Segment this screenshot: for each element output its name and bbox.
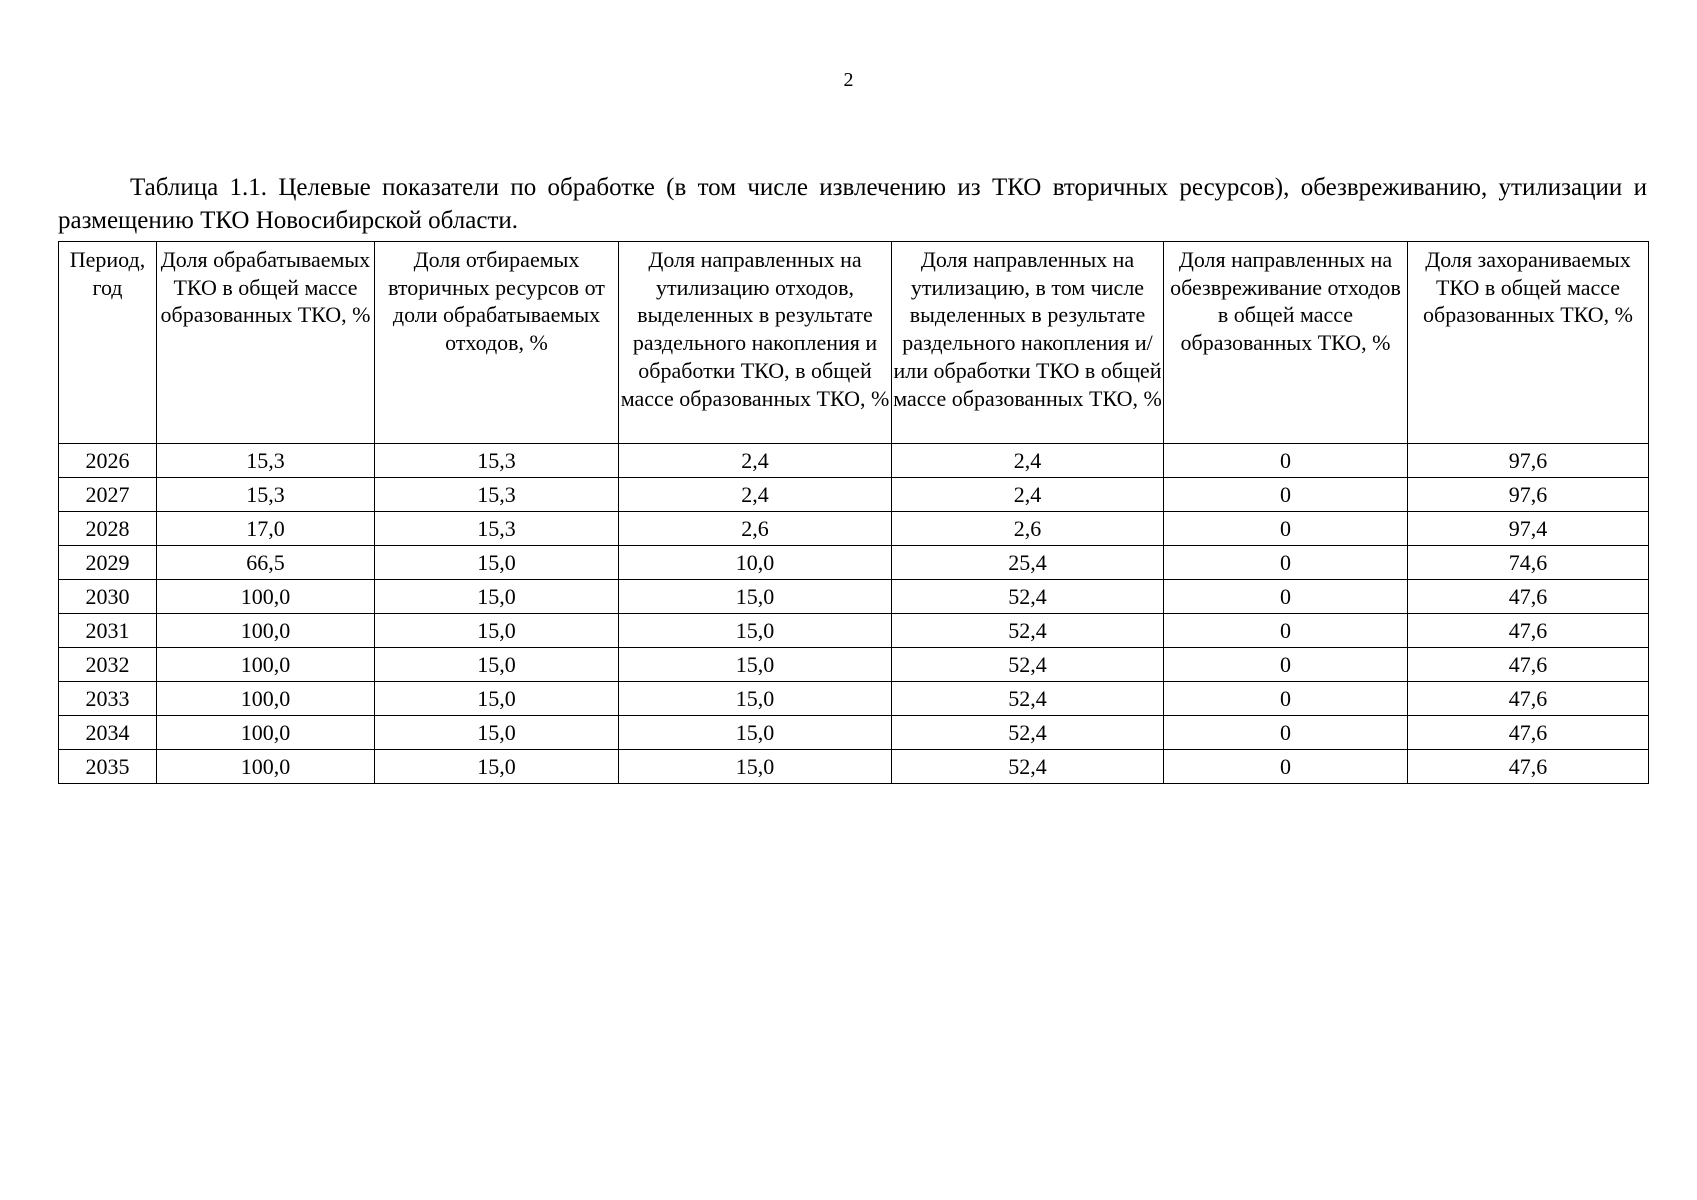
cell-landfill-share: 97,6 [1408, 444, 1649, 478]
cell-processed-share: 100,0 [157, 648, 375, 682]
cell-neutralization-share: 0 [1164, 546, 1408, 580]
cell-processed-share: 15,3 [157, 478, 375, 512]
header-period: Период, год [59, 242, 157, 444]
cell-secondary-resources-share: 15,0 [375, 648, 619, 682]
cell-landfill-share: 97,4 [1408, 512, 1649, 546]
cell-secondary-resources-share: 15,3 [375, 512, 619, 546]
header-total-utilization-share: Доля направленных на утилизацию, в том числе выделенных в результате раздельного накопления и/или обработки ТКО в общей массе образованных ТКО, % [892, 242, 1164, 444]
table-header [59, 242, 1649, 444]
header-secondary-resources-share: Доля отбираемых вторичных ресурсов от доли обрабатываемых отходов, % [375, 242, 619, 444]
table-row [59, 750, 1649, 784]
cell-landfill-share: 47,6 [1408, 580, 1649, 614]
table-row [59, 716, 1649, 750]
header-neutralization-share: Доля направленных на обезвреживание отходов в общей массе образованных ТКО, % [1164, 242, 1408, 444]
cell-period: 2031 [59, 614, 157, 648]
cell-total-utilization-share: 52,4 [892, 580, 1164, 614]
cell-neutralization-share: 0 [1164, 682, 1408, 716]
cell-secondary-resources-share: 15,0 [375, 682, 619, 716]
page-number: 2 [843, 69, 854, 91]
cell-landfill-share: 74,6 [1408, 546, 1649, 580]
cell-total-utilization-share: 52,4 [892, 750, 1164, 784]
cell-processed-share: 100,0 [157, 614, 375, 648]
cell-separate-collection-utilization-share: 15,0 [619, 614, 892, 648]
cell-secondary-resources-share: 15,0 [375, 580, 619, 614]
cell-separate-collection-utilization-share: 15,0 [619, 750, 892, 784]
cell-separate-collection-utilization-share: 2,4 [619, 444, 892, 478]
cell-secondary-resources-share: 15,3 [375, 444, 619, 478]
cell-processed-share: 100,0 [157, 580, 375, 614]
cell-period: 2028 [59, 512, 157, 546]
cell-period: 2034 [59, 716, 157, 750]
header-processed-share: Доля обрабатываемых ТКО в общей массе образованных ТКО, % [157, 242, 375, 444]
cell-total-utilization-share: 2,4 [892, 444, 1164, 478]
header-separate-collection-utilization-share: Доля направленных на утилизацию отходов, выделенных в результате раздельного накопления и обработки ТКО, в общей массе образованных ТКО, % [619, 242, 892, 444]
table-row [59, 580, 1649, 614]
cell-period: 2027 [59, 478, 157, 512]
table-row [59, 546, 1649, 580]
cell-processed-share: 100,0 [157, 682, 375, 716]
cell-total-utilization-share: 52,4 [892, 682, 1164, 716]
table-row [59, 444, 1649, 478]
cell-neutralization-share: 0 [1164, 580, 1408, 614]
cell-total-utilization-share: 2,4 [892, 478, 1164, 512]
cell-total-utilization-share: 2,6 [892, 512, 1164, 546]
cell-secondary-resources-share: 15,3 [375, 478, 619, 512]
targets-table [58, 241, 1649, 784]
cell-separate-collection-utilization-share: 15,0 [619, 580, 892, 614]
cell-total-utilization-share: 52,4 [892, 614, 1164, 648]
cell-processed-share: 17,0 [157, 512, 375, 546]
cell-neutralization-share: 0 [1164, 716, 1408, 750]
cell-period: 2035 [59, 750, 157, 784]
cell-secondary-resources-share: 15,0 [375, 750, 619, 784]
cell-neutralization-share: 0 [1164, 648, 1408, 682]
cell-separate-collection-utilization-share: 15,0 [619, 682, 892, 716]
cell-period: 2032 [59, 648, 157, 682]
cell-separate-collection-utilization-share: 15,0 [619, 648, 892, 682]
header-landfill-share: Доля захораниваемых ТКО в общей массе образованных ТКО, % [1408, 242, 1649, 444]
cell-total-utilization-share: 52,4 [892, 648, 1164, 682]
cell-secondary-resources-share: 15,0 [375, 614, 619, 648]
cell-period: 2026 [59, 444, 157, 478]
cell-neutralization-share: 0 [1164, 750, 1408, 784]
cell-neutralization-share: 0 [1164, 614, 1408, 648]
cell-landfill-share: 47,6 [1408, 614, 1649, 648]
table-row [59, 512, 1649, 546]
cell-landfill-share: 47,6 [1408, 648, 1649, 682]
table-row [59, 614, 1649, 648]
cell-neutralization-share: 0 [1164, 478, 1408, 512]
cell-separate-collection-utilization-share: 10,0 [619, 546, 892, 580]
cell-separate-collection-utilization-share: 2,4 [619, 478, 892, 512]
cell-neutralization-share: 0 [1164, 444, 1408, 478]
cell-total-utilization-share: 52,4 [892, 716, 1164, 750]
cell-period: 2030 [59, 580, 157, 614]
cell-neutralization-share: 0 [1164, 512, 1408, 546]
cell-landfill-share: 47,6 [1408, 750, 1649, 784]
cell-processed-share: 100,0 [157, 716, 375, 750]
cell-landfill-share: 47,6 [1408, 716, 1649, 750]
cell-secondary-resources-share: 15,0 [375, 716, 619, 750]
cell-separate-collection-utilization-share: 15,0 [619, 716, 892, 750]
cell-separate-collection-utilization-share: 2,6 [619, 512, 892, 546]
cell-total-utilization-share: 25,4 [892, 546, 1164, 580]
cell-processed-share: 66,5 [157, 546, 375, 580]
cell-period: 2033 [59, 682, 157, 716]
table-row [59, 648, 1649, 682]
cell-processed-share: 100,0 [157, 750, 375, 784]
table-row [59, 478, 1649, 512]
cell-landfill-share: 97,6 [1408, 478, 1649, 512]
cell-secondary-resources-share: 15,0 [375, 546, 619, 580]
header-row [59, 242, 1649, 444]
table-row [59, 682, 1649, 716]
cell-landfill-share: 47,6 [1408, 682, 1649, 716]
cell-period: 2029 [59, 546, 157, 580]
table-body [59, 444, 1649, 784]
table-caption: Таблица 1.1. Целевые показатели по обработке (в том числе извлечению из ТКО вторичных ресурсов), обезвреживанию, утилизации и размещению ТКО Новосибирской области. [58, 174, 1647, 234]
cell-processed-share: 15,3 [157, 444, 375, 478]
